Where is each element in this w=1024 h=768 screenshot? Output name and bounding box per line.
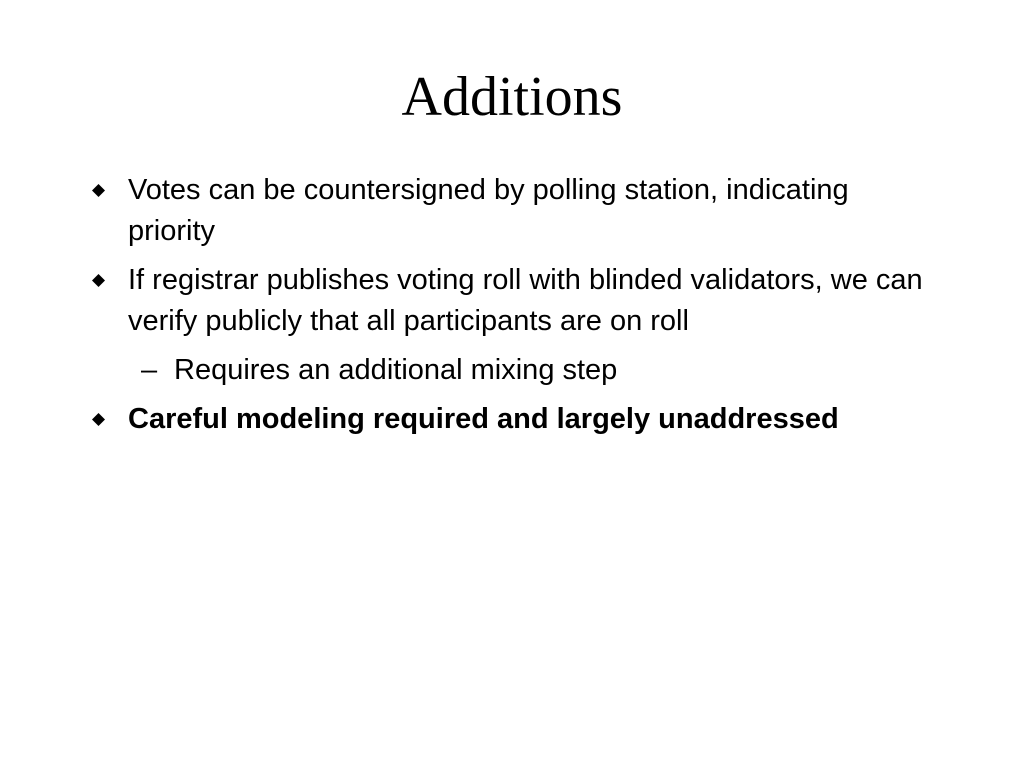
slide-title: Additions (401, 66, 623, 128)
diamond-bullet-icon (92, 274, 105, 287)
bullet-item (90, 170, 930, 252)
bullet-list (90, 170, 930, 448)
bullet-item (90, 399, 930, 440)
bullet-item (90, 260, 930, 391)
diamond-bullet-icon (92, 413, 105, 426)
bullet-text: If registrar publishes voting roll with blinded validators, we can verify publicly that all participants are on roll (128, 264, 923, 337)
bullet-text: Careful modeling required and largely unaddressed (128, 403, 839, 435)
sub-bullet-list (128, 350, 930, 391)
sub-bullet-text: Requires an additional mixing step (174, 354, 618, 386)
sub-bullet-item (128, 350, 930, 391)
bullet-text: Votes can be countersigned by polling station, indicating priority (128, 174, 849, 247)
dash-bullet-marker: – (141, 354, 158, 386)
diamond-bullet-icon (92, 184, 105, 197)
